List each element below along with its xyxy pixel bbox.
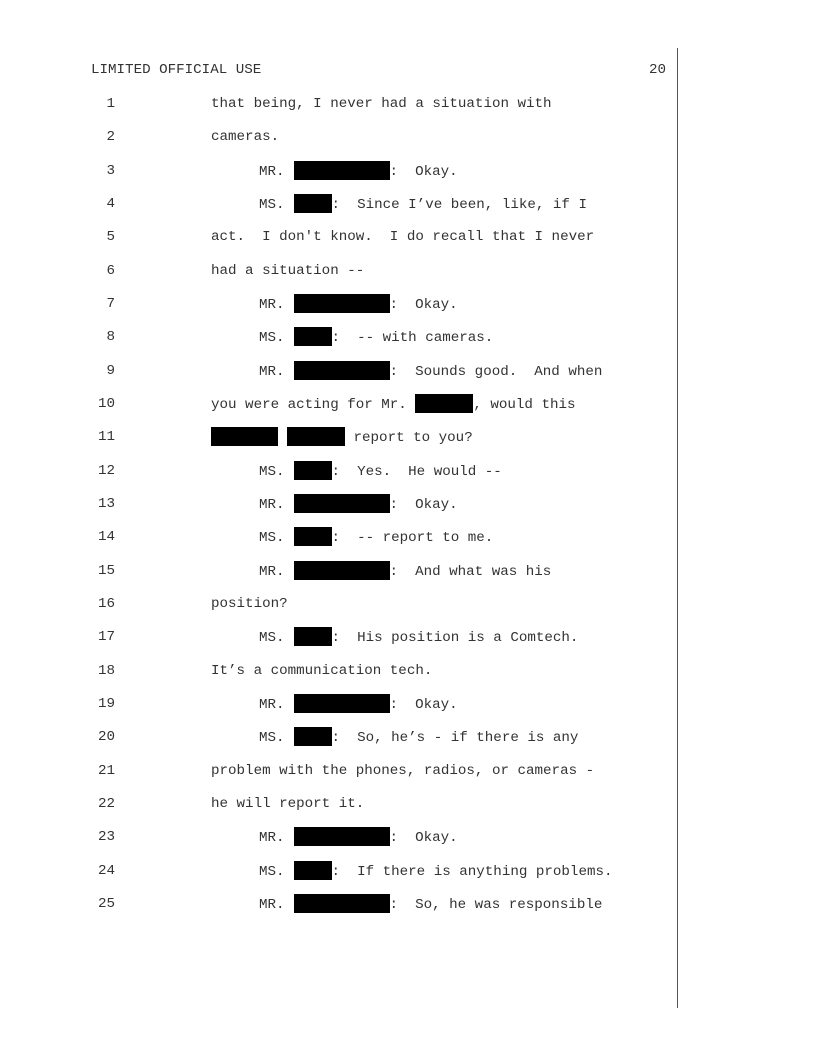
line-number: 17 — [97, 629, 115, 645]
transcript-line — [0, 827, 677, 847]
speaker-turn — [259, 461, 502, 482]
line-text: report to you? — [345, 430, 473, 446]
page-number: 20 — [648, 62, 666, 78]
speaker-title: MR. — [259, 564, 285, 580]
line-number: 1 — [106, 96, 115, 112]
speaker-turn — [259, 527, 493, 548]
speaker-turn — [259, 494, 458, 515]
redaction-box — [294, 194, 332, 213]
line-number: 10 — [97, 396, 115, 412]
transcript-line — [0, 361, 677, 381]
transcript-line — [0, 461, 677, 481]
line-text: : Sounds good. And when — [389, 364, 603, 380]
redaction-box — [294, 861, 332, 880]
speaker-turn — [259, 727, 578, 748]
line-text: : Okay. — [389, 297, 458, 313]
line-number: 22 — [97, 796, 115, 812]
transcript-line — [0, 294, 677, 314]
speaker-title: MR. — [259, 497, 285, 513]
line-number: 3 — [106, 163, 115, 179]
transcript-line — [0, 794, 677, 814]
line-number: 13 — [97, 496, 115, 512]
redaction-box — [294, 294, 390, 313]
transcript-line — [0, 194, 677, 214]
transcript-line — [0, 94, 677, 114]
redaction-box — [287, 427, 345, 446]
transcript-line — [0, 594, 677, 614]
speaker-turn — [259, 627, 578, 648]
line-text: : -- report to me. — [331, 530, 494, 546]
transcript-line — [0, 161, 677, 181]
line-number: 24 — [97, 863, 115, 879]
redaction-box — [294, 461, 332, 480]
line-number: 6 — [106, 263, 115, 279]
speaker-title: MS. — [259, 330, 285, 346]
line-number: 5 — [106, 229, 115, 245]
speaker-title: MS. — [259, 530, 285, 546]
line-number: 25 — [97, 896, 115, 912]
redaction-box — [294, 561, 390, 580]
redaction-box — [294, 327, 332, 346]
redaction-box — [294, 694, 390, 713]
line-text: position? — [211, 596, 288, 612]
line-text: that being, I never had a situation with — [211, 96, 552, 112]
speaker-title: MR. — [259, 830, 285, 846]
line-text: : So, he’s - if there is any — [331, 730, 579, 746]
line-number: 20 — [97, 729, 115, 745]
line-text-with-redaction — [211, 394, 576, 415]
line-text: : If there is anything problems. — [331, 864, 613, 880]
transcript-line — [0, 261, 677, 281]
transcript-line — [0, 494, 677, 514]
transcript-line — [0, 861, 677, 881]
speaker-title: MR. — [259, 364, 285, 380]
speaker-turn — [259, 327, 493, 348]
line-number: 11 — [97, 429, 115, 445]
transcript-line — [0, 561, 677, 581]
line-text: It’s a communication tech. — [211, 663, 433, 679]
line-number: 7 — [106, 296, 115, 312]
speaker-turn — [259, 161, 458, 182]
line-number: 8 — [106, 329, 115, 345]
line-text: cameras. — [211, 129, 280, 145]
transcript-line — [0, 627, 677, 647]
line-text: : His position is a Comtech. — [331, 630, 579, 646]
redaction-box — [294, 894, 390, 913]
transcript-line — [0, 394, 677, 414]
speaker-turn — [259, 694, 458, 715]
transcript-line — [0, 894, 677, 914]
redaction-box — [294, 494, 390, 513]
transcript-line — [0, 527, 677, 547]
speaker-turn — [259, 194, 587, 215]
line-number: 9 — [106, 363, 115, 379]
line-text: : Okay. — [389, 697, 458, 713]
transcript-line — [0, 661, 677, 681]
speaker-title: MR. — [259, 297, 285, 313]
speaker-title: MS. — [259, 630, 285, 646]
line-text: : Okay. — [389, 497, 458, 513]
redaction-box — [294, 727, 332, 746]
redaction-box — [294, 161, 390, 180]
line-text: act. I don't know. I do recall that I never — [211, 229, 595, 245]
speaker-turn — [259, 827, 458, 848]
classification-header: LIMITED OFFICIAL USE — [91, 62, 262, 78]
speaker-turn — [259, 294, 458, 315]
line-number: 14 — [97, 529, 115, 545]
line-number: 19 — [97, 696, 115, 712]
redaction-box — [294, 827, 390, 846]
line-number: 23 — [97, 829, 115, 845]
redaction-box — [294, 527, 332, 546]
line-text: problem with the phones, radios, or cameras - — [211, 763, 595, 779]
line-number: 4 — [106, 196, 115, 212]
transcript-line — [0, 227, 677, 247]
speaker-title: MS. — [259, 464, 285, 480]
speaker-title: MR. — [259, 164, 285, 180]
speaker-title: MR. — [259, 697, 285, 713]
line-number: 21 — [97, 763, 115, 779]
redaction-box — [211, 427, 278, 446]
line-text: you were acting for Mr. — [211, 397, 416, 413]
line-text-with-redaction — [211, 427, 473, 448]
redaction-box — [415, 394, 473, 413]
transcript-line — [0, 694, 677, 714]
line-number: 2 — [106, 129, 115, 145]
line-text: , would this — [473, 397, 576, 413]
transcript-line — [0, 727, 677, 747]
speaker-turn — [259, 894, 602, 915]
line-text: he will report it. — [211, 796, 365, 812]
speaker-turn — [259, 361, 602, 382]
line-number: 16 — [97, 596, 115, 612]
line-number: 15 — [97, 563, 115, 579]
line-text: had a situation -- — [211, 263, 365, 279]
line-text: : Since I’ve been, like, if I — [331, 197, 587, 213]
speaker-turn — [259, 861, 613, 882]
speaker-title: MS. — [259, 197, 285, 213]
line-text: : Yes. He would -- — [331, 464, 502, 480]
line-text: : Okay. — [389, 830, 458, 846]
line-text: : Okay. — [389, 164, 458, 180]
transcript-line — [0, 327, 677, 347]
line-text: : And what was his — [389, 564, 552, 580]
line-number: 12 — [97, 463, 115, 479]
speaker-title: MS. — [259, 864, 285, 880]
speaker-title: MS. — [259, 730, 285, 746]
right-margin-rule — [677, 48, 678, 1008]
redaction-box — [294, 627, 332, 646]
transcript-line — [0, 127, 677, 147]
line-text: : So, he was responsible — [389, 897, 603, 913]
speaker-title: MR. — [259, 897, 285, 913]
speaker-turn — [259, 561, 551, 582]
transcript-line — [0, 761, 677, 781]
line-number: 18 — [97, 663, 115, 679]
line-text: : -- with cameras. — [331, 330, 494, 346]
transcript-line — [0, 427, 677, 447]
redaction-box — [294, 361, 390, 380]
